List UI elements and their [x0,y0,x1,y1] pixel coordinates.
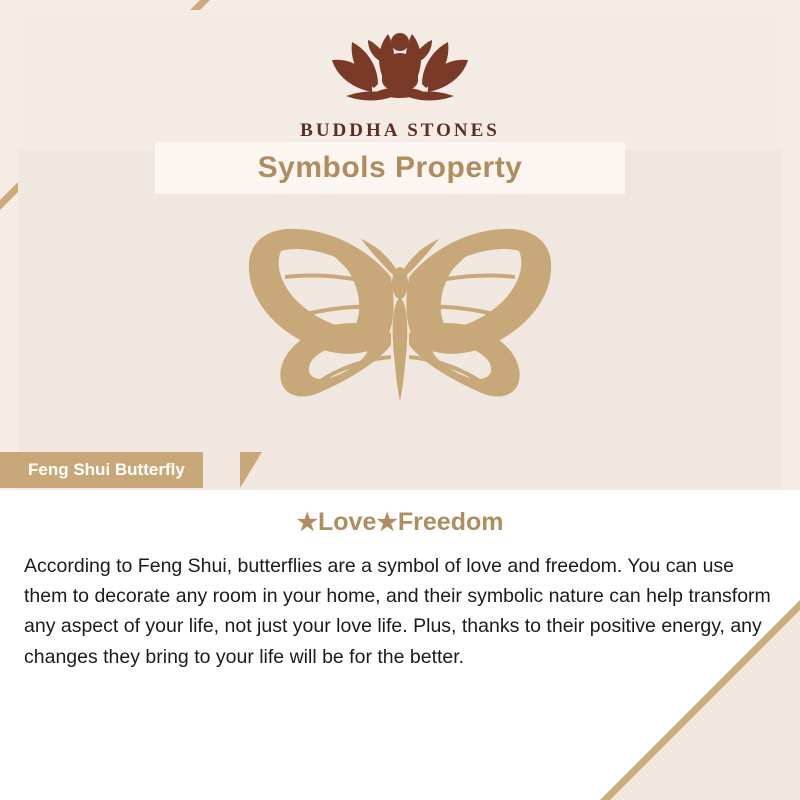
star-icon-middle: ★ [376,509,398,536]
description-paragraph: According to Feng Shui, butterflies are a symbol of love and freedom. You can use them to decorate any room in your home, and their symbolic nature can help transform any aspect of your life, not just your love life. Plus, thanks to their positive energy, any changes they bring to your life will be for the better. [24,555,771,668]
brand-logo [0,18,800,142]
lotus-meditation-icon [310,18,490,118]
hero-image [0,205,800,450]
ribbon-tail [240,452,262,488]
butterfly-icon [215,205,585,445]
brand-name: BUDDHA STONES [300,120,500,141]
page-title: Symbols Property [257,151,523,184]
subtitle-love: Love [318,508,377,536]
decorative-corner-bottom-right-inner [610,610,800,800]
ribbon-label [0,452,203,488]
subtitle-freedom: Freedom [397,508,504,536]
content-subtitle [24,508,776,537]
title-banner [155,142,625,194]
star-icon-left: ★ [296,509,319,536]
ribbon-label-text: Feng Shui Butterfly [28,460,185,479]
